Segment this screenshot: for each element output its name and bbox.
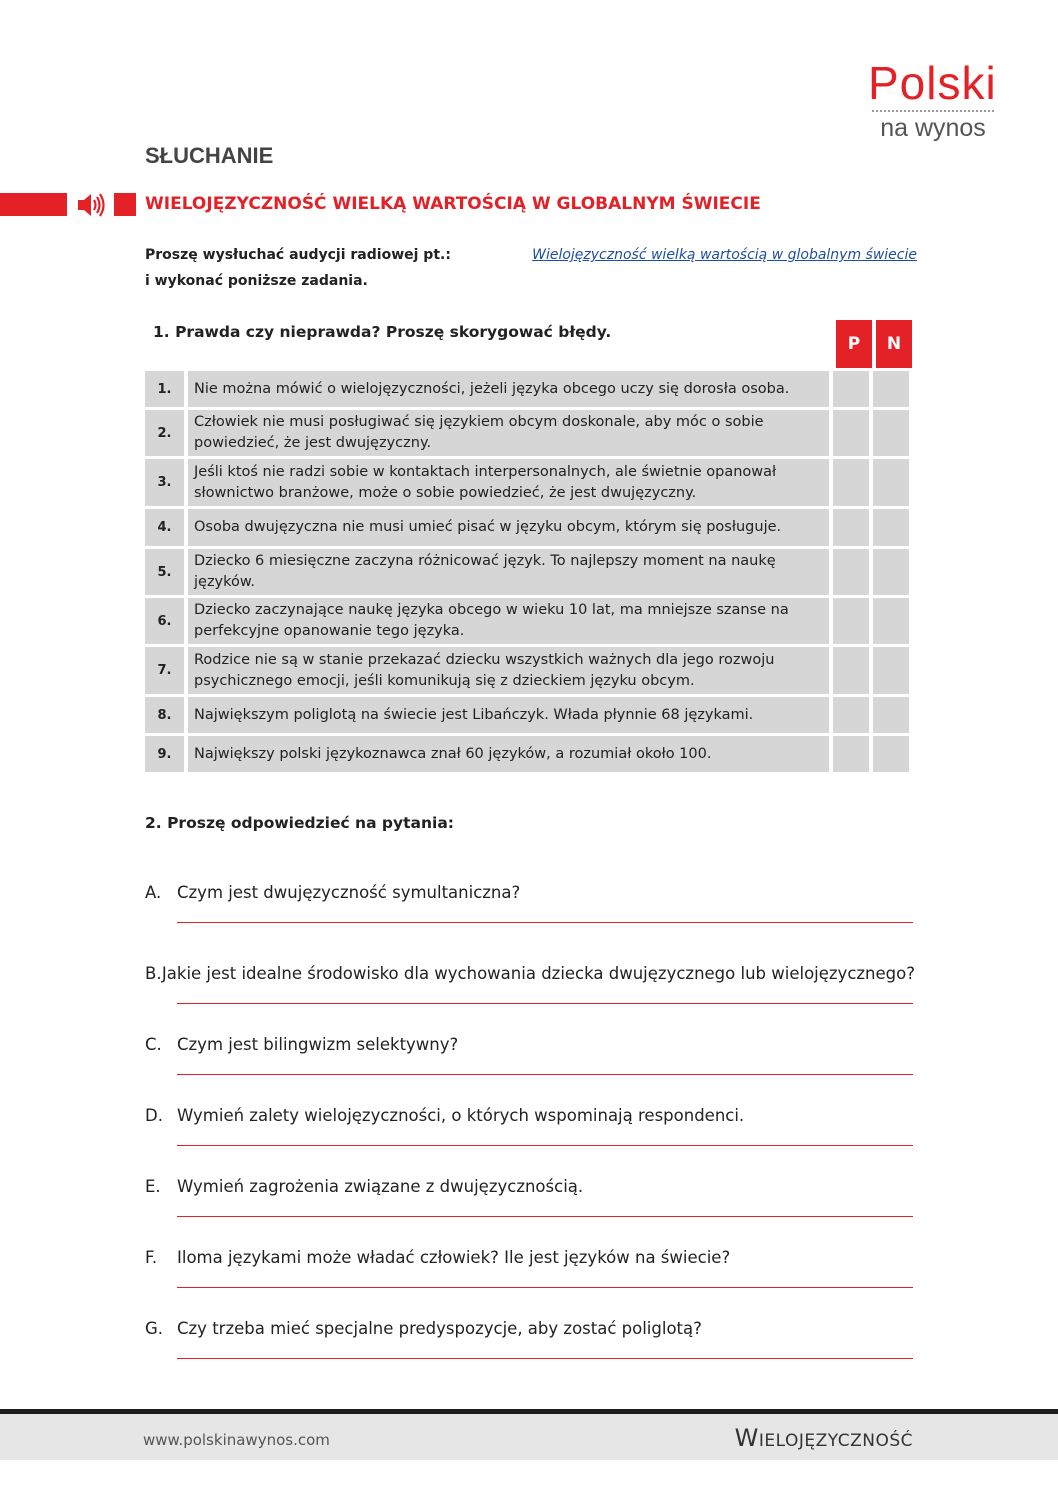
- instruction-prefix: Proszę wysłuchać audycji radiowej pt.:: [145, 247, 451, 263]
- exercise-subtitle: WIELOJĘZYCZNOŚĆ WIELKĄ WARTOŚCIĄ W GLOBALNYM ŚWIECIE: [145, 194, 761, 214]
- answer-line[interactable]: [177, 1358, 913, 1359]
- table-row: [145, 598, 913, 644]
- instruction-suffix: i wykonać poniższe zadania.: [145, 273, 368, 289]
- row-number: 6.: [145, 598, 184, 644]
- answer-cell-p[interactable]: [833, 647, 869, 694]
- answer-cell-n[interactable]: [873, 459, 909, 506]
- question-text: Jakie jest idealne środowisko dla wychowania dziecka dwujęzycznego lub wielojęzycznego?: [161, 964, 915, 983]
- column-header-p: P: [836, 320, 872, 368]
- answer-line[interactable]: [177, 1216, 913, 1217]
- answer-cell-p[interactable]: [833, 509, 869, 546]
- logo-main-text: Polski: [868, 57, 997, 109]
- answer-cell-p[interactable]: [833, 549, 869, 595]
- speaker-icon: [76, 191, 106, 219]
- table-row: [145, 647, 913, 694]
- table-row: [145, 697, 913, 733]
- row-number: 9.: [145, 736, 184, 772]
- question-letter: B.: [145, 964, 162, 983]
- answer-line[interactable]: [177, 1145, 913, 1146]
- column-header-n: N: [876, 320, 912, 368]
- table-row: [145, 736, 913, 772]
- statement-text: Rodzice nie są w stanie przekazać dziecku wszystkich ważnych dla jego rozwoju psychicznego emocji, jeśli komunikują się z dzieckiem języku obcym.: [188, 647, 829, 694]
- answer-cell-p[interactable]: [833, 736, 869, 772]
- question-letter: E.: [145, 1177, 161, 1196]
- question-letter: A.: [145, 883, 162, 902]
- logo: [868, 58, 998, 144]
- table-row: [145, 509, 913, 546]
- instruction: [145, 242, 917, 294]
- answer-line[interactable]: [177, 1074, 913, 1075]
- question-letter: G.: [145, 1319, 164, 1338]
- question-item: [145, 882, 915, 923]
- answer-cell-n[interactable]: [873, 371, 909, 407]
- answer-cell-n[interactable]: [873, 697, 909, 733]
- table-row: [145, 410, 913, 456]
- answer-cell-n[interactable]: [873, 598, 909, 644]
- statement-text: Osoba dwujęzyczna nie musi umieć pisać w języku obcym, którym się posługuje.: [188, 509, 829, 546]
- answer-cell-n[interactable]: [873, 549, 909, 595]
- statement-text: Dziecko zaczynające naukę języka obcego w wieku 10 lat, ma mniejsze szanse na perfekcyjne opanowanie tego języka.: [188, 598, 829, 644]
- footer-url[interactable]: www.polskinawynos.com: [143, 1431, 330, 1449]
- question-text: Czym jest dwujęzyczność symultaniczna?: [177, 883, 521, 902]
- question-item: [145, 1247, 915, 1288]
- question-item: [145, 1176, 915, 1217]
- question-item: [145, 1318, 915, 1359]
- row-number: 5.: [145, 549, 184, 595]
- question-text: Czy trzeba mieć specjalne predyspozycje, aby zostać poliglotą?: [177, 1319, 702, 1338]
- statement-text: Największy polski językoznawca znał 60 języków, a rozumiał około 100.: [188, 736, 829, 772]
- statement-text: Nie można mówić o wielojęzyczności, jeżeli języka obcego uczy się dorosła osoba.: [188, 371, 829, 407]
- task1-title: 1. Prawda czy nieprawda? Proszę skorygować błędy.: [153, 323, 612, 341]
- answer-cell-p[interactable]: [833, 697, 869, 733]
- row-number: 7.: [145, 647, 184, 694]
- decorative-red-bar: [0, 193, 67, 216]
- answer-line[interactable]: [177, 1287, 913, 1288]
- question-text: Wymień zalety wielojęzyczności, o których wspominają respondenci.: [177, 1106, 745, 1125]
- logo-sub-text: na wynos: [880, 114, 986, 142]
- question-item: [145, 1105, 915, 1146]
- answer-cell-n[interactable]: [873, 736, 909, 772]
- row-number: 1.: [145, 371, 184, 407]
- task2-title: 2. Proszę odpowiedzieć na pytania:: [145, 814, 455, 832]
- question-item: [145, 1034, 915, 1075]
- row-number: 4.: [145, 509, 184, 546]
- answer-cell-p[interactable]: [833, 410, 869, 456]
- statement-text: Człowiek nie musi posługiwać się językiem obcym doskonale, aby móc o sobie powiedzieć, że jest dwujęzyczny.: [188, 410, 829, 456]
- answer-cell-p[interactable]: [833, 459, 869, 506]
- true-false-table: [145, 371, 913, 775]
- answer-cell-n[interactable]: [873, 647, 909, 694]
- table-row: [145, 371, 913, 407]
- question-text: Czym jest bilingwizm selektywny?: [177, 1035, 459, 1054]
- row-number: 8.: [145, 697, 184, 733]
- table-row: [145, 459, 913, 506]
- answer-cell-n[interactable]: [873, 410, 909, 456]
- answer-cell-p[interactable]: [833, 371, 869, 407]
- statement-text: Jeśli ktoś nie radzi sobie w kontaktach interpersonalnych, ale świetnie opanował słownictwo branżowe, może o sobie powiedzieć, że jest dwujęzyczny.: [188, 459, 829, 506]
- question-letter: F.: [145, 1248, 158, 1267]
- footer-label: Wielojęzyczność: [734, 1424, 913, 1452]
- statement-text: Największym poliglotą na świecie jest Libańczyk. Włada płynnie 68 językami.: [188, 697, 829, 733]
- question-letter: C.: [145, 1035, 162, 1054]
- statement-text: Dziecko 6 miesięczne zaczyna różnicować język. To najlepszy moment na naukę języków.: [188, 549, 829, 595]
- question-text: Wymień zagrożenia związane z dwujęzycznością.: [177, 1177, 584, 1196]
- answer-line[interactable]: [177, 1003, 913, 1004]
- decorative-red-square: [114, 193, 136, 216]
- section-title: SŁUCHANIE: [145, 143, 274, 168]
- row-number: 2.: [145, 410, 184, 456]
- question-item: [145, 963, 915, 1004]
- question-letter: D.: [145, 1106, 163, 1125]
- answer-cell-n[interactable]: [873, 509, 909, 546]
- answer-line[interactable]: [177, 922, 913, 923]
- answer-cell-p[interactable]: [833, 598, 869, 644]
- question-text: Iloma językami może władać człowiek? Ile jest języków na świecie?: [177, 1248, 731, 1267]
- row-number: 3.: [145, 459, 184, 506]
- table-row: [145, 549, 913, 595]
- audio-link[interactable]: Wielojęzyczność wielką wartością w globalnym świecie: [532, 247, 917, 263]
